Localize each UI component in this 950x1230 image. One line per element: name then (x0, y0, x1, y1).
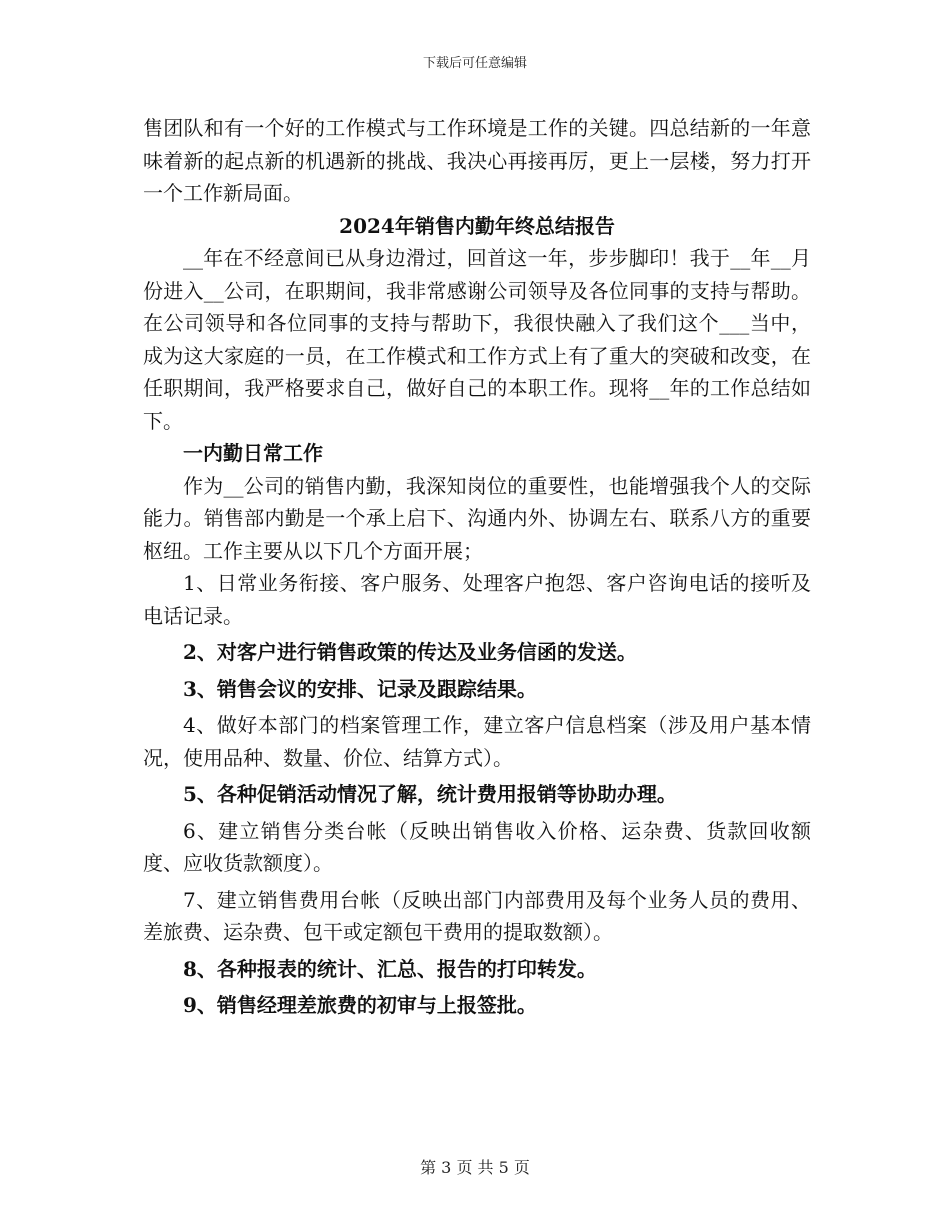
list-item-4: 4、做好本部门的档案管理工作，建立客户信息档案（涉及用户基本情况，使用品种、数量、价位、结算方式）。 (143, 713, 811, 770)
paragraph-intro: __年在不经意间已从身边滑过，回首这一年，步步脚印！我于__年__月份进入__公司，在职期间，我非常感谢公司领导及各位同事的支持与帮助。在公司领导和各位同事的支持与帮助下，我很快融入了我们这个___当中，成为这大家庭的一员，在工作模式和工作方式上有了重大的突破和改变，在任职期间，我严格要求自己，做好自己的本职工作。现将__年的工作总结如下。 (143, 246, 811, 433)
list-item-5: 5、各种促销活动情况了解，统计费用报销等协助办理。 (183, 782, 677, 806)
paragraph-continuation: 售团队和有一个好的工作模式与工作环境是工作的关键。四总结新的一年意味着新的起点新的机遇新的挑战、我决心再接再厉，更上一层楼，努力打开一个工作新局面。 (143, 116, 811, 205)
page-number: 第 3 页 共 5 页 (420, 1158, 530, 1177)
document-body (143, 112, 811, 1022)
list-item-2: 2、对客户进行销售政策的传达及业务信函的发送。 (183, 640, 637, 664)
list-item-9: 9、销售经理差旅费的初审与上报签批。 (183, 993, 537, 1017)
list-item-7: 7、建立销售费用台帐（反映出部门内部费用及每个业务人员的费用、差旅费、运杂费、包干或定额包干费用的提取数额）。 (143, 887, 811, 944)
report-title: 2024年销售内勤年终总结报告 (339, 213, 615, 238)
section-heading: 一内勤日常工作 (183, 441, 323, 465)
list-item-8: 8、各种报表的统计、汇总、报告的打印转发。 (183, 956, 597, 981)
paragraph-role: 作为__公司的销售内勤，我深知岗位的重要性，也能增强我个人的交际能力。销售部内勤是一个承上启下、沟通内外、协调左右、联系八方的重要枢纽。工作主要从以下几个方面开展； (143, 473, 811, 563)
page-header-note: 下载后可任意编辑 (422, 56, 527, 71)
list-item-1: 1、日常业务衔接、客户服务、处理客户抱怨、客户咨询电话的接听及电话记录。 (143, 571, 811, 628)
list-item-6: 6、建立销售分类台帐（反映出销售收入价格、运杂费、货款回收额度、应收货款额度）。 (143, 818, 811, 875)
list-item-3: 3、销售会议的安排、记录及跟踪结果。 (183, 676, 537, 701)
